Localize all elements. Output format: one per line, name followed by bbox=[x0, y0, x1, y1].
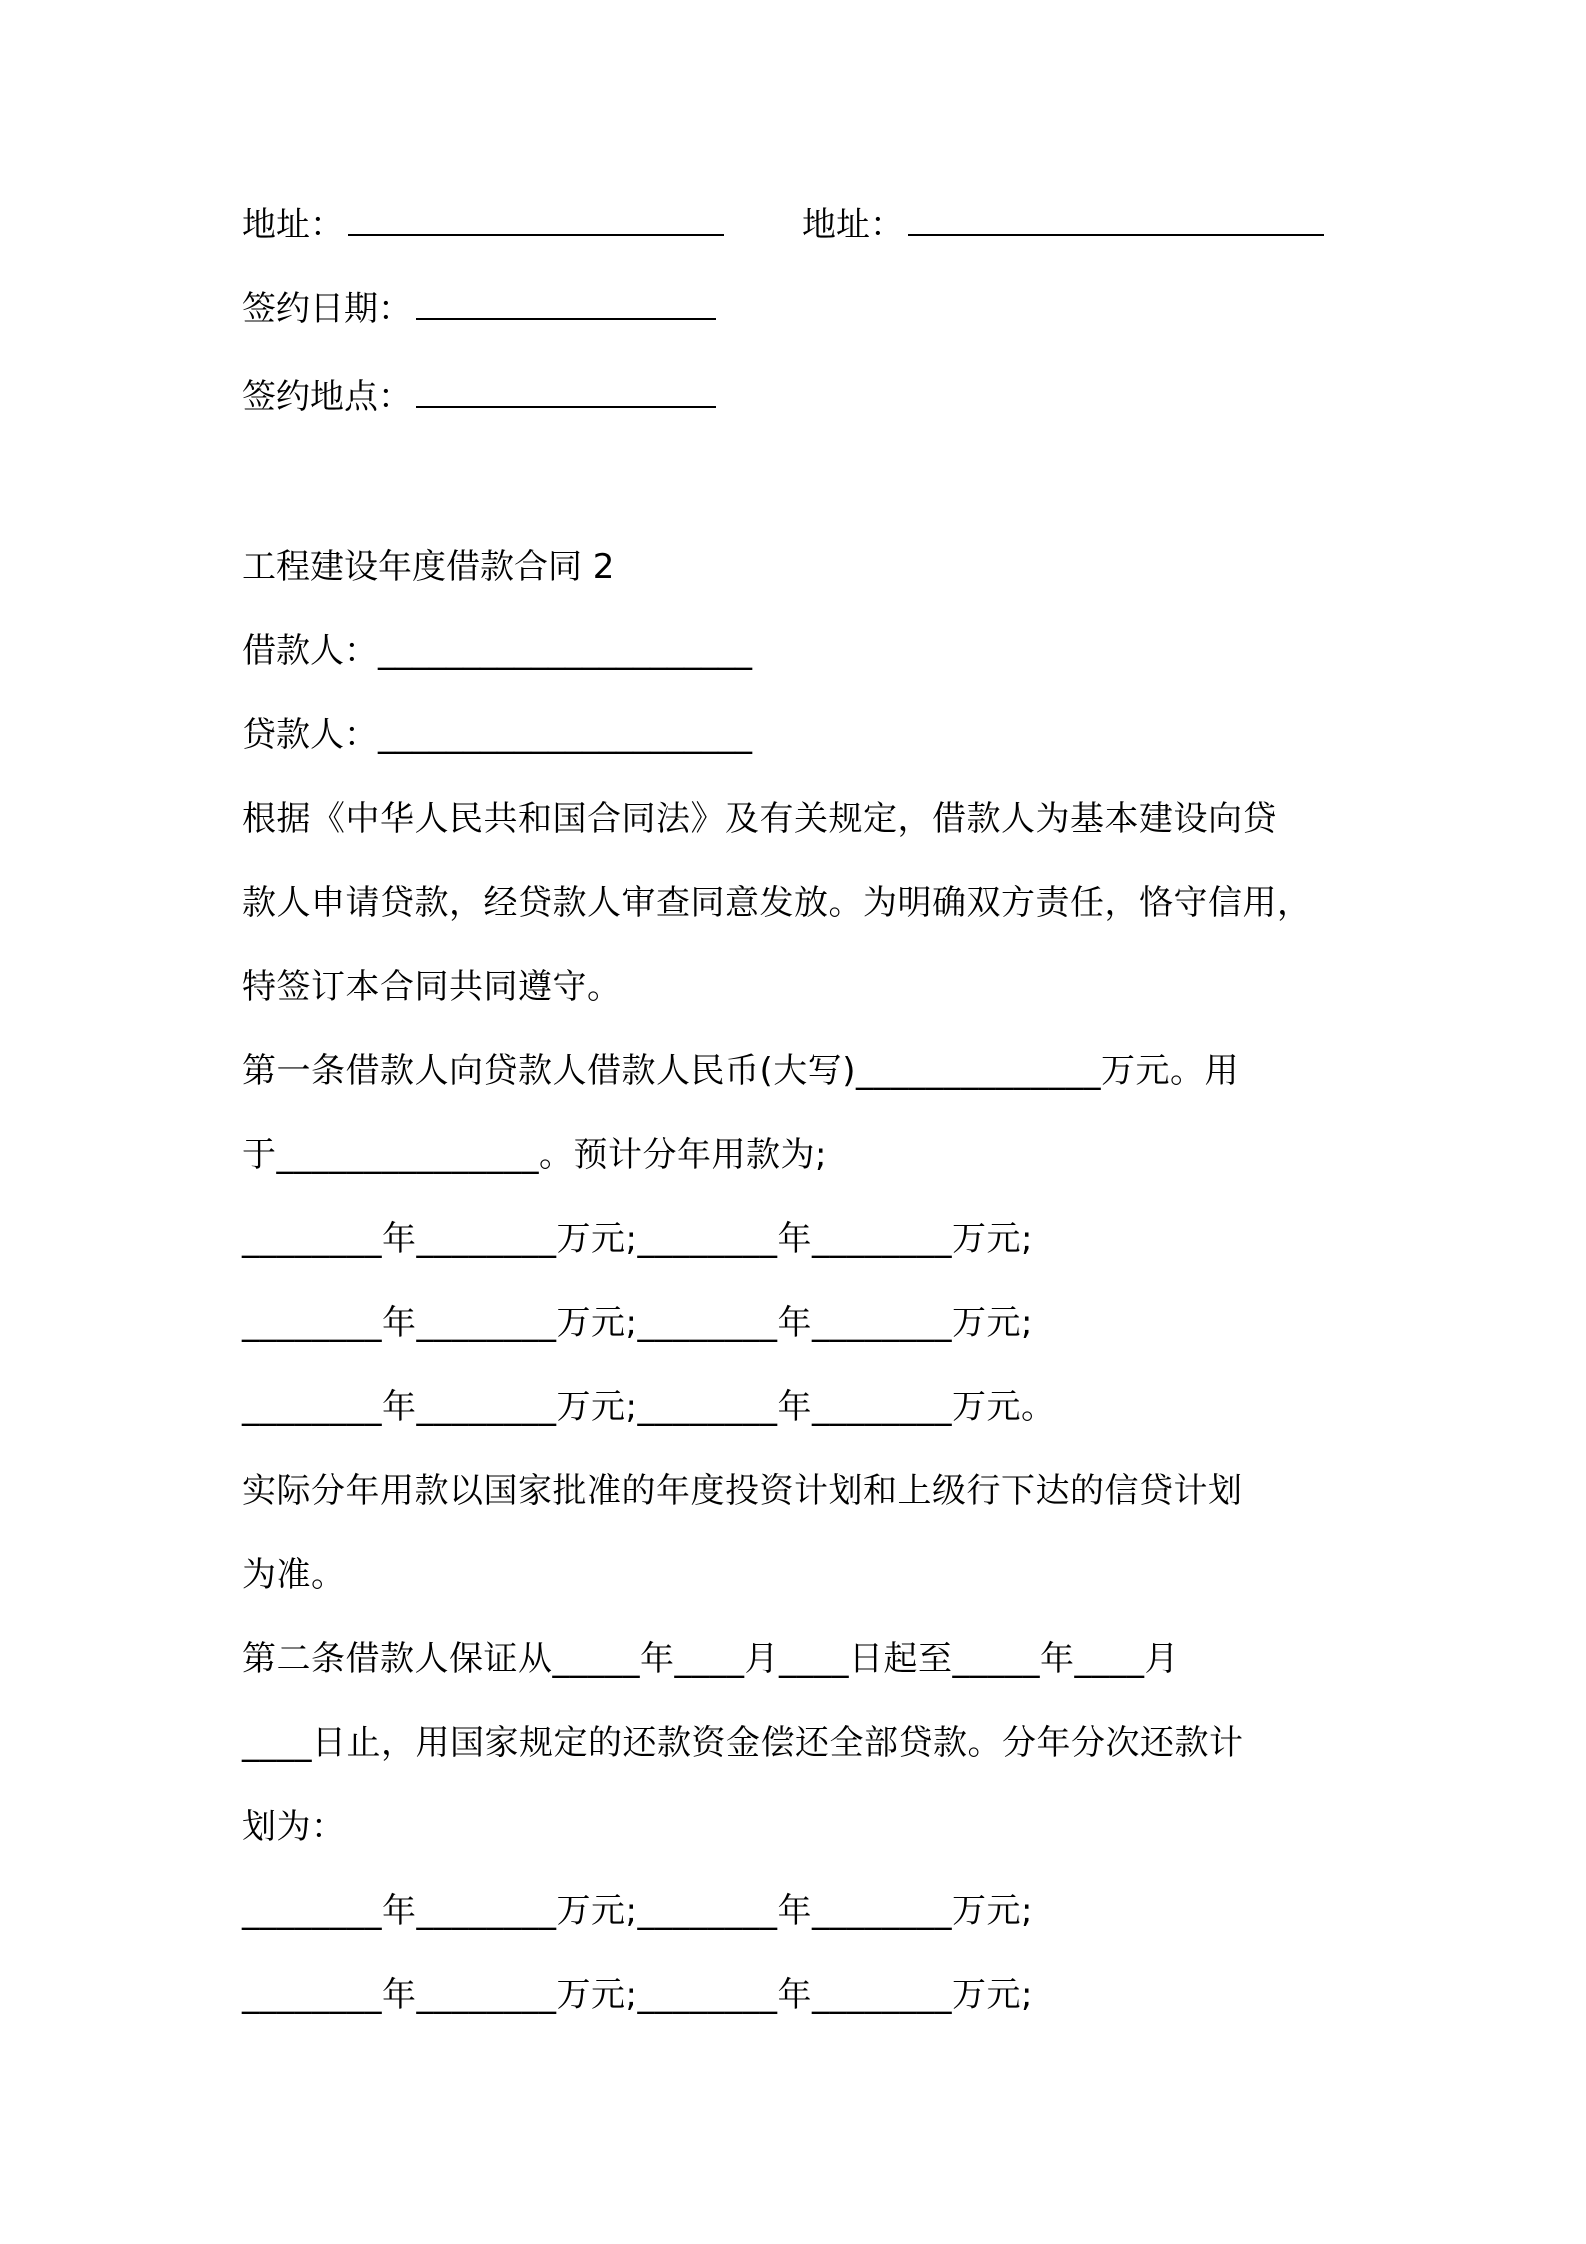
sign-date-row bbox=[242, 284, 1352, 330]
plan-1-row-1: ________年________万元;________年________万元; bbox=[242, 1219, 1033, 1259]
document-content bbox=[242, 200, 1352, 2037]
sign-place-row bbox=[242, 372, 1352, 418]
contract-body bbox=[242, 777, 1352, 2037]
address-right-blank bbox=[908, 200, 1324, 236]
borrower-line: 借款人：______________________ bbox=[242, 631, 752, 671]
address-right bbox=[802, 200, 1324, 246]
article-2-line-2: ____日止，用国家规定的还款资金偿还全部贷款。分年分次还款计 bbox=[242, 1723, 1244, 1763]
plan-1-row-2: ________年________万元;________年________万元; bbox=[242, 1303, 1033, 1343]
sign-date-blank bbox=[416, 284, 716, 320]
lender-line: 贷款人：______________________ bbox=[242, 715, 752, 755]
address-left-label: 地址： bbox=[242, 205, 344, 245]
intro-line-1: 根据《中华人民共和国合同法》及有关规定，借款人为基本建设向贷 bbox=[242, 799, 1277, 839]
article-2-line-3: 划为： bbox=[242, 1807, 346, 1847]
sign-place-label: 签约地点： bbox=[242, 377, 412, 417]
article-2-line-1: 第二条借款人保证从_____年____月____日起至_____年____月 bbox=[242, 1639, 1179, 1679]
address-left bbox=[242, 200, 724, 246]
address-left-blank bbox=[348, 200, 724, 236]
actual-line-2: 为准。 bbox=[242, 1555, 346, 1595]
section-spacer bbox=[242, 418, 1352, 546]
plan-2-row-2: ________年________万元;________年________万元; bbox=[242, 1975, 1033, 2015]
article-1-line-1: 第一条借款人向贷款人借款人民币(大写)______________万元。用 bbox=[242, 1051, 1240, 1091]
intro-line-3: 特签订本合同共同遵守。 bbox=[242, 967, 622, 1007]
actual-line-1: 实际分年用款以国家批准的年度投资计划和上级行下达的信贷计划 bbox=[242, 1471, 1243, 1511]
contract-title: 工程建设年度借款合同 2 bbox=[242, 547, 615, 587]
plan-1-row-3: ________年________万元;________年________万元。 bbox=[242, 1387, 1056, 1427]
article-1-line-2: 于_______________。预计分年用款为; bbox=[242, 1135, 827, 1175]
plan-2-row-1: ________年________万元;________年________万元; bbox=[242, 1891, 1033, 1931]
intro-line-2: 款人申请贷款，经贷款人审查同意发放。为明确双方责任，恪守信用， bbox=[242, 883, 1312, 923]
sign-date-label: 签约日期： bbox=[242, 289, 412, 329]
address-right-label: 地址： bbox=[802, 205, 904, 245]
sign-place-blank bbox=[416, 372, 716, 408]
address-row bbox=[242, 200, 1352, 245]
